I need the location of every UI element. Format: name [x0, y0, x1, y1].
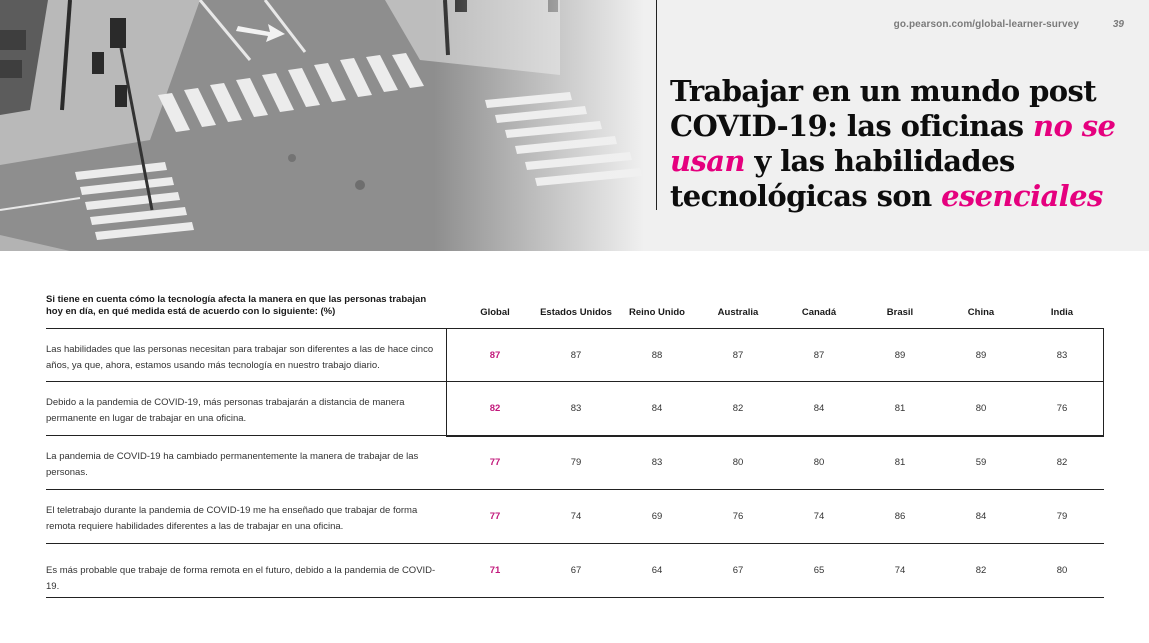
cell-china: 82	[975, 565, 987, 576]
cell-global: 87	[489, 350, 501, 361]
cell-reino-unido: 83	[651, 457, 663, 468]
cell-australia: 87	[732, 350, 744, 361]
cell-canada: 65	[813, 565, 825, 576]
cell-china: 59	[975, 457, 987, 468]
title-emphasis-2: esenciales	[941, 179, 1103, 213]
cell-china: 89	[975, 350, 987, 361]
cell-brasil: 86	[894, 511, 906, 522]
column-header-canada: Canadá	[801, 307, 837, 318]
cell-india: 79	[1056, 511, 1068, 522]
row-statement: Las habilidades que las personas necesitan para trabajar son diferentes a las de hace cinco años, ya que, ahora, estamos usando más tecnología en nuestro trabajo diario.	[46, 344, 434, 371]
cell-estados-unidos: 74	[570, 511, 582, 522]
cell-global: 71	[489, 565, 501, 576]
row-statement: La pandemia de COVID-19 ha cambiado permanentemente la manera de trabajar de las personas.	[46, 451, 419, 478]
cell-india: 76	[1056, 403, 1068, 414]
cell-canada: 74	[813, 511, 825, 522]
hero-banner	[0, 0, 1149, 251]
column-header-india: India	[1050, 307, 1074, 318]
column-header-estados-unidos: Estados Unidos	[540, 307, 612, 318]
cell-canada: 84	[813, 403, 825, 414]
column-header-australia: Australia	[717, 307, 759, 318]
cell-australia: 80	[732, 457, 744, 468]
street-crosswalk-photo	[0, 0, 700, 251]
title-text-2: y las habilidades tecnológicas son	[670, 144, 1015, 213]
cell-reino-unido: 88	[651, 350, 663, 361]
column-header-reino-unido: Reino Unido	[629, 307, 685, 318]
column-header-china: China	[967, 307, 995, 318]
cell-australia: 76	[732, 511, 744, 522]
cell-brasil: 89	[894, 350, 906, 361]
table-row	[46, 436, 1104, 490]
source-url[interactable]: go.pearson.com/global-learner-survey	[893, 19, 1079, 30]
cell-australia: 82	[732, 403, 744, 414]
title-text-1: Trabajar en un mundo post COVID-19: las oficinas	[670, 74, 1097, 143]
cell-reino-unido: 69	[651, 511, 663, 522]
cell-estados-unidos: 79	[570, 457, 582, 468]
page-title	[670, 74, 1130, 214]
divider-line	[656, 0, 657, 210]
table-row	[46, 544, 1104, 598]
cell-australia: 67	[732, 565, 744, 576]
page-number: 39	[1112, 19, 1124, 30]
cell-estados-unidos: 83	[570, 403, 582, 414]
row-statement: El teletrabajo durante la pandemia de COVID-19 me ha enseñado que trabajar de forma remota requiere habilidades diferentes a las de trabajar en una oficina.	[46, 505, 418, 532]
cell-reino-unido: 64	[651, 565, 663, 576]
row-statement: Es más probable que trabaje de forma remota en el futuro, debido a la pandemia de COVID-19.	[46, 565, 436, 592]
title-emphasis-1: no se usan	[670, 109, 1116, 178]
row-statement: Debido a la pandemia de COVID-19, más personas trabajarán a distancia de manera permanente en lugar de trabajar en una oficina.	[46, 397, 405, 424]
cell-canada: 80	[813, 457, 825, 468]
cell-canada: 87	[813, 350, 825, 361]
cell-india: 82	[1056, 457, 1068, 468]
cell-reino-unido: 84	[651, 403, 663, 414]
cell-global: 77	[489, 511, 501, 522]
cell-china: 80	[975, 403, 987, 414]
table-header	[46, 292, 1104, 328]
cell-estados-unidos: 67	[570, 565, 582, 576]
table-row	[46, 328, 1104, 382]
cell-brasil: 81	[894, 403, 906, 414]
cell-global: 77	[489, 457, 501, 468]
cell-china: 84	[975, 511, 987, 522]
table-row	[46, 490, 1104, 544]
cell-brasil: 81	[894, 457, 906, 468]
cell-estados-unidos: 87	[570, 350, 582, 361]
survey-table	[46, 292, 1104, 598]
column-header-global: Global	[480, 307, 510, 318]
table-row	[46, 382, 1104, 436]
column-header-brasil: Brasil	[886, 307, 914, 318]
cell-global: 82	[489, 403, 501, 414]
cell-brasil: 74	[894, 565, 906, 576]
cell-india: 83	[1056, 350, 1068, 361]
table-question: Si tiene en cuenta cómo la tecnología afecta la manera en que las personas trabajan hoy en día, en qué medida está de acuerdo con lo siguiente: (%)	[46, 294, 427, 317]
cell-india: 80	[1056, 565, 1068, 576]
